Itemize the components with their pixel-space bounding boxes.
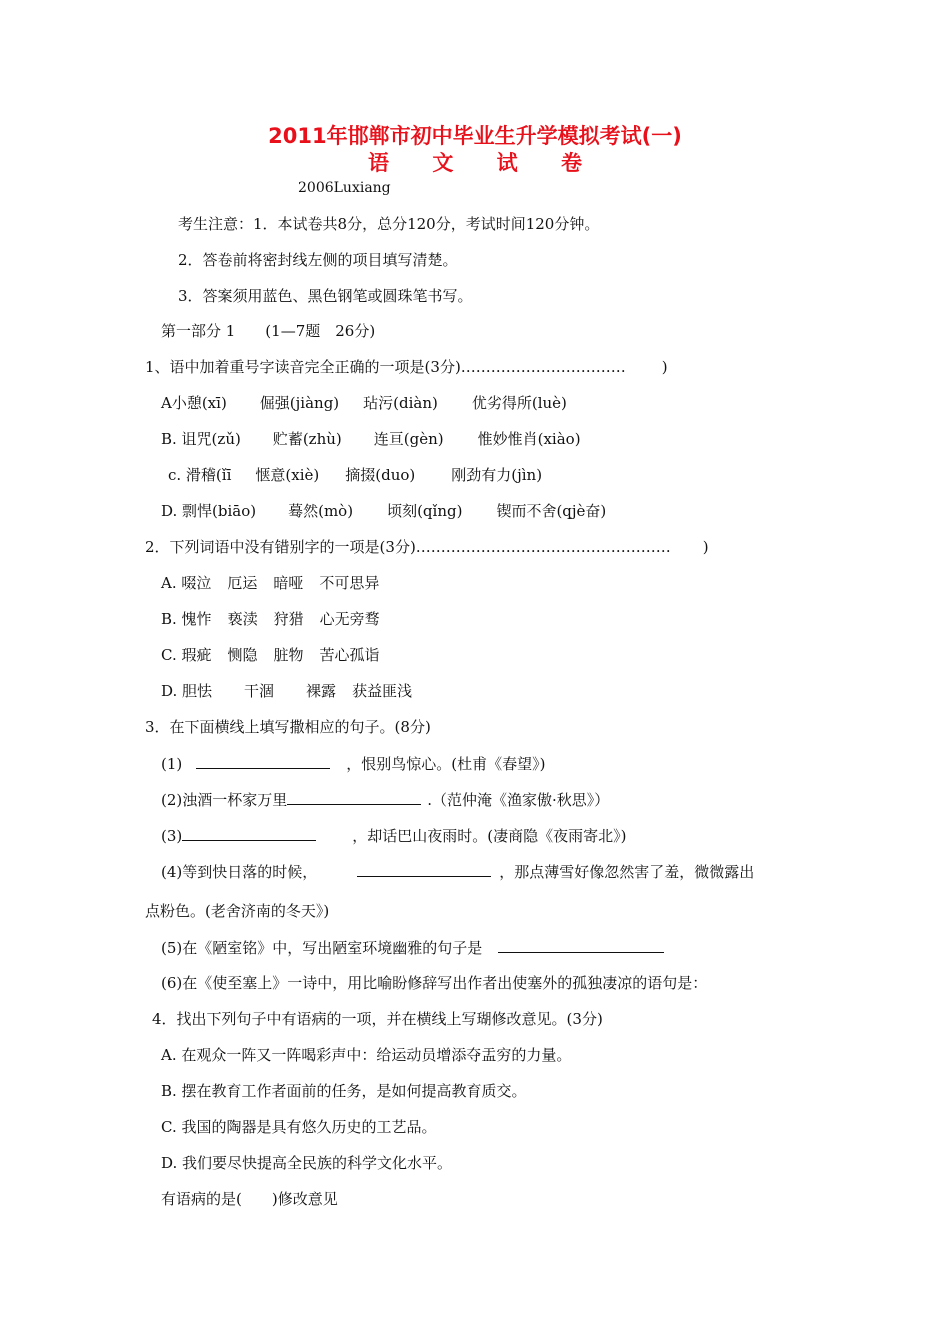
item-text: (2)浊酒一杯家万里 [161,791,288,809]
option-text: 亵渎 [227,610,258,628]
item-text: ，恨别鸟惊心。(杜甫《春望》) [346,755,546,773]
question-4-option-a: A. 在观众一阵又一阵喝彩声中：给运动员增添夺盂穷的力量。 [161,1046,572,1064]
item-text: ，那点薄雪好像忽然害了羞，微微露出 [499,863,755,881]
option-text: 刚劲有力(jìn) [451,466,543,484]
option-text: 恻隐 [227,646,258,664]
option-text: D. 剽悍(biāo) [161,502,257,520]
option-text: D. 胆怯 [161,682,213,700]
question-3-item-2 [161,788,609,811]
option-text: 锲而不舍(qjè奋) [496,502,607,520]
option-text: 玷污(diàn) [363,394,438,412]
item-text: (4)等到快日落的时候， [161,863,318,881]
question-1-option-a [161,392,567,414]
answer-blank[interactable] [182,824,316,841]
question-3-item-6: (6)在《使至塞上》一诗中，用比喻盼修辞写出作者出使塞外的孤独凄凉的语句是： [161,974,708,992]
question-1-option-c [168,464,542,486]
question-4-stem: 4．找出下列句子中有语病的一项，并在横线上写瑚修改意见。(3分) [152,1010,603,1028]
question-3-stem: 3．在下面横线上填写撒相应的句子。(8分) [145,718,431,736]
option-text: 不可思异 [319,574,380,592]
notice-line-1: 考生注意：1．本试卷共8分，总分120分，考试时间120分钟。 [178,215,600,233]
item-text: (1) [161,755,183,773]
question-4-answer-line: 有语病的是( )修改意见 [161,1190,338,1208]
option-text: A. 啜泣 [161,574,212,592]
question-4-option-b: B. 摆在教育工作者面前的任务，是如何提高教育质交。 [161,1082,527,1100]
question-2-option-b [161,608,380,630]
option-text: 狩猎 [273,610,304,628]
answer-blank[interactable] [357,860,491,877]
question-2-option-d [161,680,412,702]
question-3-item-3 [161,824,626,847]
option-text: A小憩(xī) [161,394,227,412]
option-text: 惟妙惟肖(xiào) [477,430,581,448]
answer-blank[interactable] [498,936,664,953]
item-text: (3) [161,827,183,845]
option-text: 干涸 [244,682,275,700]
question-4-option-d: D. 我们要尽快提高全民族的科学文化水平。 [161,1154,453,1172]
option-text: 厄运 [227,574,258,592]
option-text: 倔强(jiàng) [259,394,340,412]
item-text: .（范仲淹《渔家傲·秋思》） [427,791,610,809]
option-text: 获益匪浅 [352,682,413,700]
question-1-option-b [161,428,581,450]
option-text: 惬意(xiè) [255,466,320,484]
notice-line-2: 2．答卷前将密封线左侧的项目填写清楚。 [178,251,458,269]
question-4-option-c: C. 我国的陶器是具有悠久历史的工艺品。 [161,1118,437,1136]
watermark-text: 2006Luxiang [298,180,391,196]
question-1-text: 1、语中加着重号字读音完全正确的一项是(3分)…………………………… [145,358,626,376]
option-text: 心无旁骛 [319,610,380,628]
answer-blank[interactable] [287,788,421,805]
question-3-item-4-continued: 点粉色。(老舍济南的冬天》) [145,902,330,920]
question-1-paren: ) [661,358,668,376]
question-3-item-5 [161,936,664,959]
question-2-option-a [161,572,379,594]
option-text: 蓦然(mò) [288,502,354,520]
question-2-stem [145,536,709,558]
option-text: 摘掇(duo) [345,466,416,484]
item-text: (5)在《陋室铭》中，写出陋室环境幽雅的句子是 [161,939,483,957]
option-text: 脏物 [273,646,304,664]
option-text: 裸露 [306,682,337,700]
option-text: B. 诅咒(zǔ) [161,430,241,448]
question-1-stem [145,356,668,378]
part-heading: 第一部分 1 (1—7题 26分) [161,322,376,340]
option-text: B. 愧怍 [161,610,212,628]
exam-title: 2011年邯郸市初中毕业生升学模拟考试(一) [268,124,682,148]
notice-line-3: 3．答案须用蓝色、黑色钢笔或圆珠笔书写。 [178,287,473,305]
option-text: 顷刻(qǐng) [387,502,463,520]
exam-subtitle: 语 文 试 卷 [368,151,600,175]
option-text: c. 滑稽(ǐī [168,466,232,484]
answer-blank[interactable] [196,752,330,769]
question-3-item-4 [161,860,754,883]
question-1-option-d [161,500,606,522]
question-2-option-c [161,644,380,666]
option-text: C. 瑕疵 [161,646,212,664]
question-2-text: 2．下列词语中没有错别字的一项是(3分)…………………………………………… [145,538,671,556]
option-text: 优劣得所(luè) [471,394,567,412]
option-text: 连亘(gèn) [373,430,444,448]
question-2-paren: ) [702,538,709,556]
item-text: ，却话巴山夜雨时。(凄商隐《夜雨寄北》) [352,827,627,845]
option-text: 暗哑 [273,574,304,592]
option-text: 贮蓄(zhù) [272,430,342,448]
question-3-item-1 [161,752,545,775]
option-text: 苦心孤诣 [319,646,380,664]
